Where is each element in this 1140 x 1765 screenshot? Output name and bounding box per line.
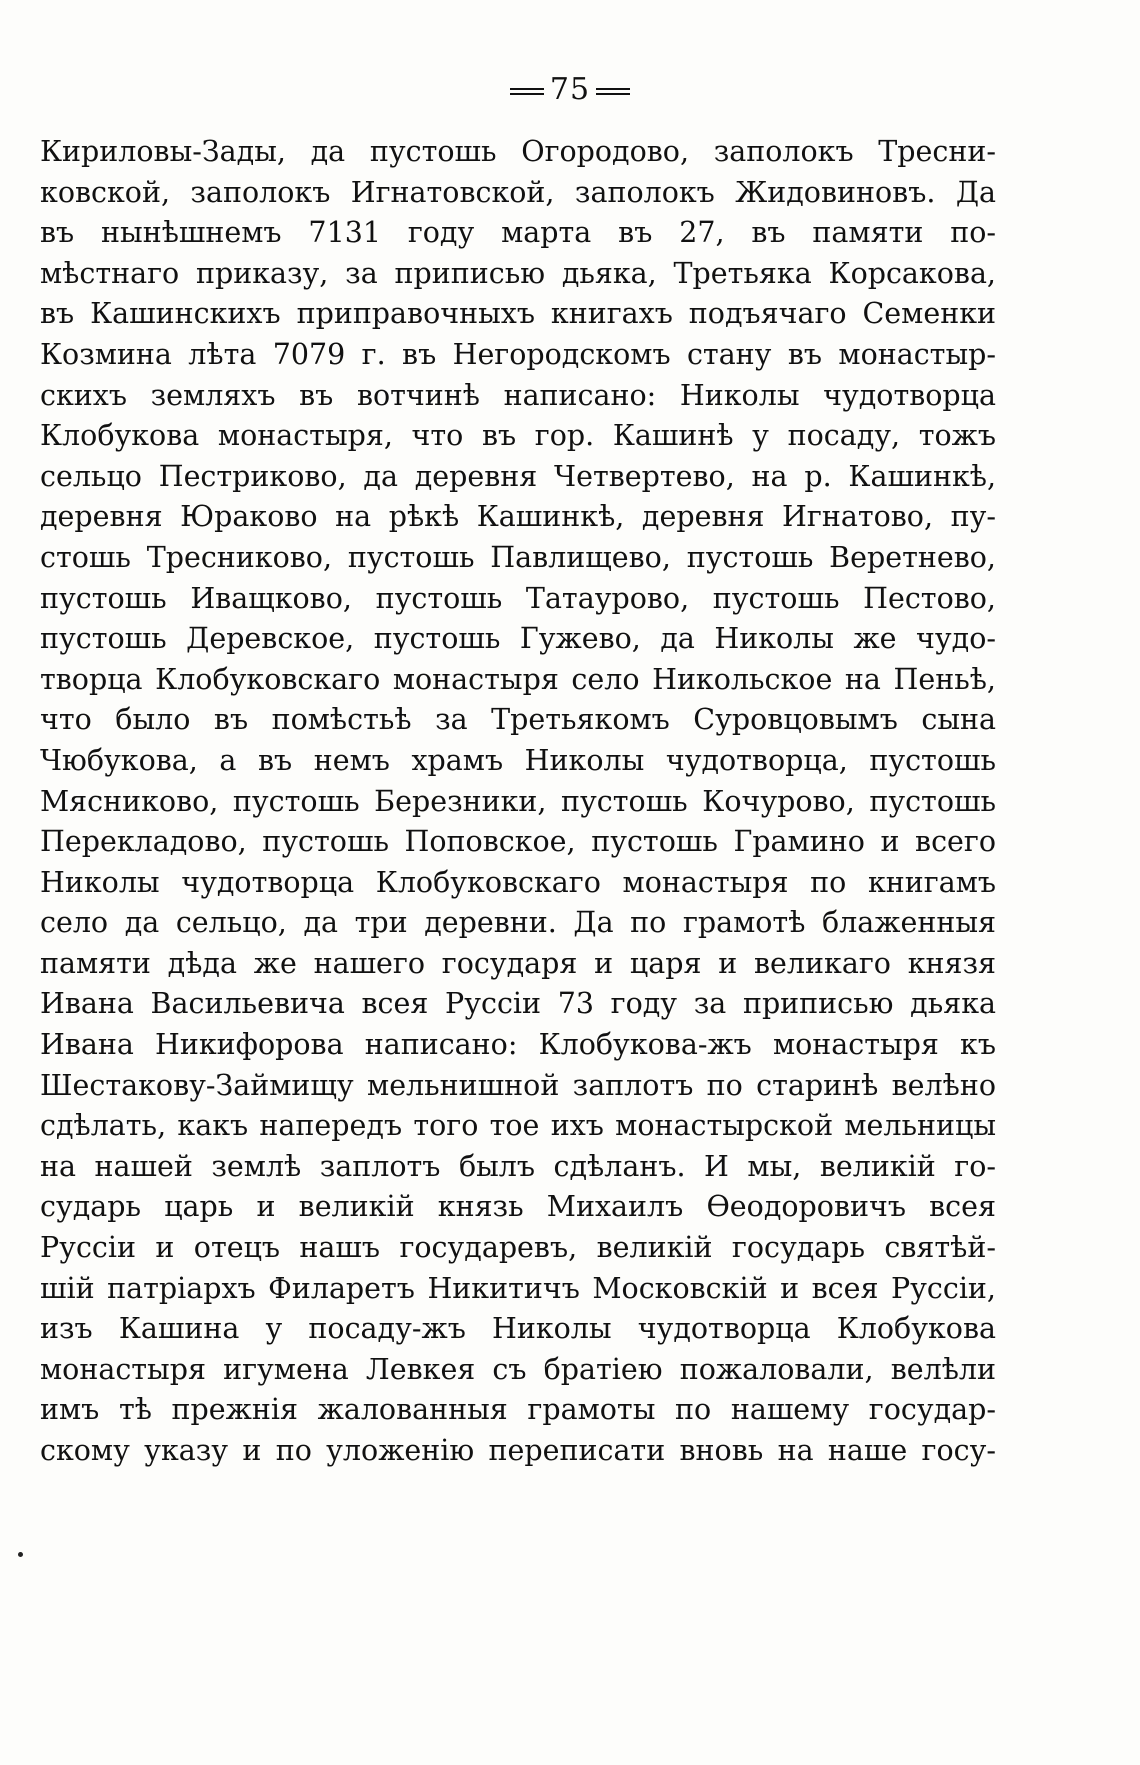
text-line: Шестакову-Займищу мельнишной заплотъ по старинѣ велѣно (40, 1068, 996, 1102)
text-line: ковской, заполокъ Игнатовской, заполокъ Жидовиновъ. Да (40, 175, 996, 209)
text-line: Ивана Васильевича всея Руссіи 73 году за приписью дьяка (40, 987, 996, 1021)
text-line: изъ Кашина у посаду-жъ Николы чудотворца Клобукова (40, 1312, 996, 1346)
page-number-dash-right (596, 88, 630, 95)
margin-mark (18, 1552, 23, 1557)
text-line: Клобукова монастыря, что въ гор. Кашинѣ у посаду, тожъ (40, 419, 996, 453)
text-line: на нашей землѣ заплотъ былъ сдѣланъ. И мы, великій го- (40, 1149, 996, 1183)
text-line: монастыря игумена Левкея съ братіею пожаловали, велѣли (40, 1352, 996, 1386)
text-line: Ивана Никифорова написано: Клобукова-жъ монастыря къ (40, 1028, 996, 1062)
text-line: памяти дѣда же нашего государя и царя и великаго князя (40, 946, 996, 980)
text-line: Кириловы-Зады, да пустошь Огородово, заполокъ Тресни- (40, 135, 996, 168)
page-number-dash-left (510, 88, 544, 95)
text-line: Руссіи и отецъ нашъ государевъ, великій государь святѣй- (40, 1231, 996, 1265)
text-line: творца Клобуковскаго монастыря село Никольское на Пеньѣ, (40, 662, 996, 696)
text-line: Николы чудотворца Клобуковскаго монастыря по книгамъ (40, 865, 996, 899)
text-line: сударь царь и великій князь Михаилъ Ѳеодоровичъ всея (40, 1190, 996, 1224)
text-line: сдѣлать, какъ напередъ того тое ихъ монастырской мельницы (40, 1109, 996, 1143)
text-line: скихъ земляхъ въ вотчинѣ написано: Николы чудотворца (40, 378, 996, 412)
text-line: Чюбукова, а въ немъ храмъ Николы чудотворца, пустошь (40, 743, 996, 777)
text-line: шій патріархъ Филаретъ Никитичъ Московскій и всея Руссіи, (40, 1271, 996, 1305)
text-line: скому указу и по уложенію переписати вновь на наше госу- (40, 1434, 996, 1467)
text-line: въ Кашинскихъ приправочныхъ книгахъ подъячаго Семенки (40, 297, 996, 331)
text-line: мѣстнаго приказу, за приписью дьяка, Третьяка Корсакова, (40, 256, 996, 290)
text-line: что было въ помѣстьѣ за Третьякомъ Суровцовымъ сына (40, 703, 996, 737)
text-line: село да сельцо, да три деревни. Да по грамотѣ блаженныя (40, 906, 996, 940)
text-line: деревня Юраково на рѣкѣ Кашинкѣ, деревня Игнатово, пу- (40, 500, 996, 534)
body-text (40, 132, 996, 1472)
text-line: Перекладово, пустошь Поповское, пустошь Грамино и всего (40, 825, 996, 859)
text-line: стошь Тресниково, пустошь Павлищево, пустошь Веретнево, (40, 540, 996, 574)
text-line: въ нынѣшнемъ 7131 году марта въ 27, въ памяти по- (40, 216, 996, 250)
text-line: пустошь Деревское, пустошь Гужево, да Николы же чудо- (40, 622, 996, 656)
text-line: Мясниково, пустошь Березники, пустошь Кочурово, пустошь (40, 784, 996, 818)
text-line: сельцо Пестриково, да деревня Четвертево, на р. Кашинкѣ, (40, 459, 996, 493)
page-number (0, 72, 1140, 107)
text-line: имъ тѣ прежнія жалованныя грамоты по нашему государ- (40, 1393, 996, 1427)
page-number-value: 75 (549, 72, 591, 107)
text-line: Козмина лѣта 7079 г. въ Негородскомъ стану въ монастыр- (40, 337, 996, 371)
text-line: пустошь Иващково, пустошь Татаурово, пустошь Пестово, (40, 581, 996, 615)
